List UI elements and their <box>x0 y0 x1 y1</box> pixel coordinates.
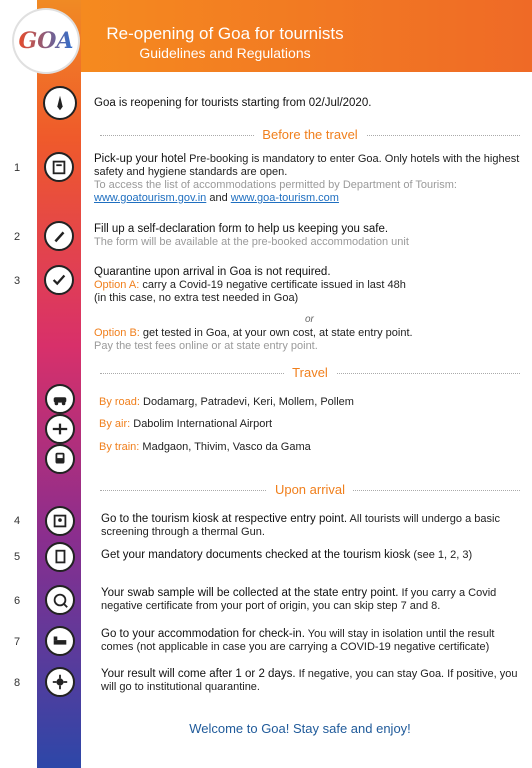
swab-test-icon <box>45 585 75 615</box>
page-title: Re-opening of Goa for tournists <box>106 24 344 43</box>
bed-icon <box>45 626 75 656</box>
goatourism-link[interactable]: www.goatourism.gov.in <box>94 192 207 204</box>
step-3-text: Quarantine upon arrival in Goa is not required. Option A: carry a Covid-19 negative certificate issued in last 48h (in this case, no extra test needed in Goa) <box>94 266 406 304</box>
step-number: 4 <box>14 515 21 527</box>
step-1-text: Pick-up your hotel Pre-booking is mandatory to enter Goa. Only hotels with the highest safety and hygiene standards are open. To access the list of accommodations permitted by Department of Tourism: www.goatourism.gov.in and www.goa-tourism.com <box>94 153 520 204</box>
goa-logo: GOA <box>12 8 80 74</box>
step-7-text: Go to your accommodation for check-in. You will stay in isolation until the result comes (not applicable in case you are carrying a COVID-19 negative certificate) <box>101 628 495 653</box>
hotel-icon <box>44 152 74 182</box>
step-number: 5 <box>14 551 21 563</box>
travel-air: By air: Dabolim International Airport <box>99 418 273 430</box>
goa-tourism-link[interactable]: www.goa-tourism.com <box>230 192 339 204</box>
section-upon-arrival: Upon arrival <box>100 482 520 498</box>
plane-icon <box>45 414 75 444</box>
page-subtitle: Guidelines and Regulations <box>139 45 311 61</box>
footer-message: Welcome to Goa! Stay safe and enjoy! <box>189 721 411 736</box>
train-icon <box>45 444 75 474</box>
namaste-icon <box>43 86 77 120</box>
step-number: 7 <box>14 636 21 648</box>
car-icon <box>45 384 75 414</box>
travel-road: By road: Dodamarg, Patradevi, Keri, Mollem, Pollem <box>99 396 354 408</box>
step-number: 8 <box>14 677 21 689</box>
section-travel: Travel <box>100 365 520 381</box>
or-text: or <box>305 314 314 325</box>
kiosk-icon <box>45 506 75 536</box>
virus-icon <box>45 667 75 697</box>
step-number: 2 <box>14 231 21 243</box>
section-before-travel: Before the travel <box>100 127 520 143</box>
step-3-option-b: Option B: get tested in Goa, at your own cost, at state entry point. Pay the test fees online or at state entry point. <box>94 327 413 352</box>
step-4-text: Go to the tourism kiosk at respective entry point. All tourists will undergo a basic screening through a thermal Gun. <box>101 513 500 538</box>
step-5-text: Get your mandatory documents checked at the tourism kiosk (see 1, 2, 3) <box>101 549 473 561</box>
documents-icon <box>45 542 75 572</box>
travel-train: By train: Madgaon, Thivim, Vasco da Gama <box>99 441 311 453</box>
step-number: 6 <box>14 595 21 607</box>
step-2-text: Fill up a self-declaration form to help us keeping you safe. The form will be available at the pre-booked accommodation unit <box>94 223 409 248</box>
step-number: 1 <box>14 162 21 174</box>
check-icon <box>44 265 74 295</box>
pen-form-icon <box>44 221 74 251</box>
step-6-text: Your swab sample will be collected at the state entry point. If you carry a Covid negative certificate from your port of origin, you can skip step 7 and 8. <box>101 587 497 612</box>
step-8-text: Your result will come after 1 or 2 days. If negative, you can stay Goa. If positive, you will go to institutional quarantine. <box>101 668 518 693</box>
intro-text: Goa is reopening for tourists starting from 02/Jul/2020. <box>94 97 372 109</box>
step-number: 3 <box>14 275 21 287</box>
